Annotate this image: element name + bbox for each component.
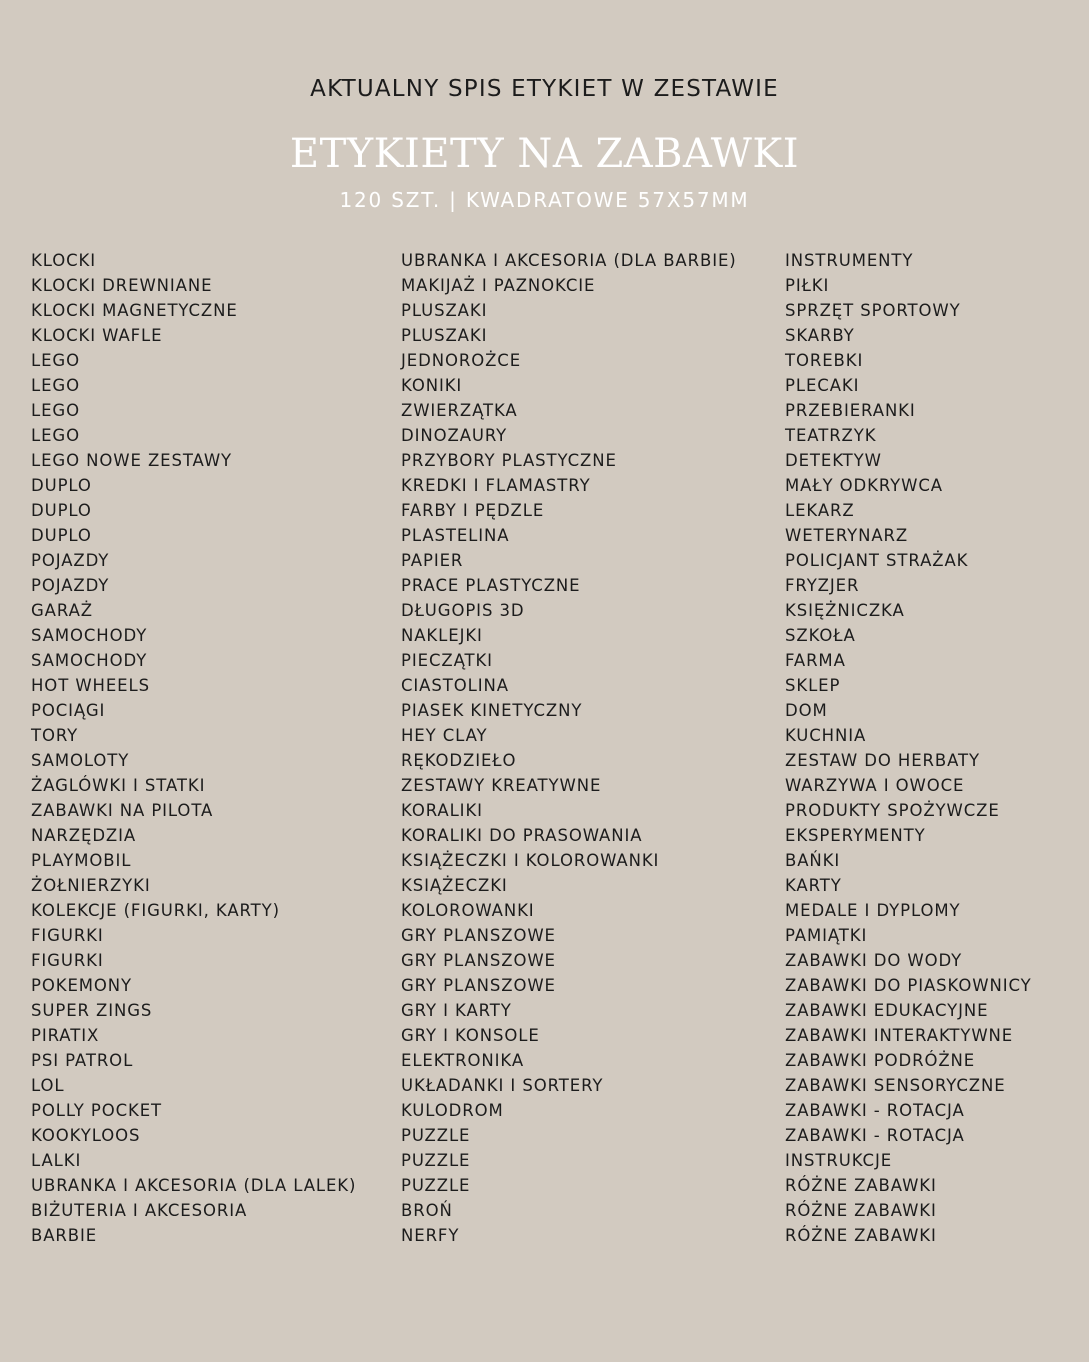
label-item: ZESTAWY KREATYWNE [401, 776, 602, 795]
label-item: ŻAGLÓWKI I STATKI [31, 776, 206, 795]
label-item: ZABAWKI NA PILOTA [31, 801, 214, 820]
label-item: PIECZĄTKI [401, 651, 493, 670]
label-item: NARZĘDZIA [31, 826, 137, 845]
label-item: PLUSZAKI [401, 326, 488, 345]
label-list-column-1 [31, 248, 391, 1248]
label-item: SPRZĘT SPORTOWY [785, 301, 961, 320]
label-item: POJAZDY [31, 551, 110, 570]
label-item: DUPLO [31, 476, 92, 495]
label-list-column-2 [401, 248, 777, 1248]
document-heading: AKTUALNY SPIS ETYKIET W ZESTAWIE [310, 76, 779, 102]
label-item: POKEMONY [31, 976, 133, 995]
label-item: FARBY I PĘDZLE [401, 501, 545, 520]
label-item: GRY PLANSZOWE [401, 951, 556, 970]
label-item: LALKI [31, 1151, 82, 1170]
label-item: CIASTOLINA [401, 676, 509, 695]
label-item: MEDALE I DYPLOMY [785, 901, 961, 920]
label-item: PIASEK KINETYCZNY [401, 701, 583, 720]
label-item: KLOCKI [31, 251, 97, 270]
label-item: GARAŻ [31, 601, 93, 620]
label-item: KORALIKI [401, 801, 483, 820]
label-item: KORALIKI DO PRASOWANIA [401, 826, 643, 845]
label-item: BIŻUTERIA I AKCESORIA [31, 1201, 248, 1220]
label-item: NAKLEJKI [401, 626, 483, 645]
label-item: ZABAWKI PODRÓŻNE [785, 1051, 976, 1070]
label-item: PAMIĄTKI [785, 926, 868, 945]
label-item: ELEKTRONIKA [401, 1051, 525, 1070]
label-item: LEGO NOWE ZESTAWY [31, 451, 233, 470]
label-item: PIRATIX [31, 1026, 100, 1045]
label-item: FRYZJER [785, 576, 860, 595]
label-item: POLLY POCKET [31, 1101, 163, 1120]
label-item: ZABAWKI - ROTACJA [785, 1101, 965, 1120]
label-item: GRY PLANSZOWE [401, 976, 556, 995]
label-item: MAKIJAŻ I PAZNOKCIE [401, 276, 596, 295]
label-item: ZABAWKI DO WODY [785, 951, 963, 970]
label-item: ZABAWKI SENSORYCZNE [785, 1076, 1006, 1095]
label-item: HOT WHEELS [31, 676, 150, 695]
label-item: SUPER ZINGS [31, 1001, 153, 1020]
label-item: KONIKI [401, 376, 463, 395]
label-item: PLUSZAKI [401, 301, 488, 320]
label-item: PAPIER [401, 551, 464, 570]
label-item: ZABAWKI INTERAKTYWNE [785, 1026, 1014, 1045]
label-item: ZESTAW DO HERBATY [785, 751, 980, 770]
label-item: KOOKYLOOS [31, 1126, 141, 1145]
label-item: TOREBKI [785, 351, 864, 370]
label-item: KLOCKI MAGNETYCZNE [31, 301, 238, 320]
label-item: KREDKI I FLAMASTRY [401, 476, 591, 495]
label-item: FARMA [785, 651, 846, 670]
label-item: MAŁY ODKRYWCA [785, 476, 943, 495]
label-item: UKŁADANKI I SORTERY [401, 1076, 604, 1095]
label-item: POLICJANT STRAŻAK [785, 551, 969, 570]
label-item: PRODUKTY SPOŻYWCZE [785, 801, 1000, 820]
label-list-column-3 [785, 248, 1085, 1248]
label-item: UBRANKA I AKCESORIA (DLA BARBIE) [401, 251, 737, 270]
label-item: ZABAWKI EDUKACYJNE [785, 1001, 989, 1020]
label-item: GRY PLANSZOWE [401, 926, 556, 945]
label-item: KOLEKCJE (FIGURKI, KARTY) [31, 901, 280, 920]
label-item: INSTRUMENTY [785, 251, 914, 270]
label-item: NERFY [401, 1226, 460, 1245]
label-item: RÓŻNE ZABAWKI [785, 1226, 937, 1245]
label-item: KLOCKI DREWNIANE [31, 276, 213, 295]
label-item: BROŃ [401, 1201, 453, 1220]
label-item: DŁUGOPIS 3D [401, 601, 525, 620]
label-item: PUZZLE [401, 1151, 471, 1170]
label-item: KULODROM [401, 1101, 504, 1120]
label-item: HEY CLAY [401, 726, 488, 745]
label-item: TEATRZYK [785, 426, 877, 445]
label-item: ZWIERZĄTKA [401, 401, 518, 420]
label-item: LEGO [31, 426, 80, 445]
label-item: WETERYNARZ [785, 526, 909, 545]
label-item: RĘKODZIEŁO [401, 751, 517, 770]
subtitle: 120 SZT. | KWADRATOWE 57X57MM [339, 188, 750, 212]
label-item: KUCHNIA [785, 726, 867, 745]
label-item: DOM [785, 701, 828, 720]
label-item: ZABAWKI - ROTACJA [785, 1126, 965, 1145]
label-item: KSIĘŻNICZKA [785, 601, 905, 620]
label-item: WARZYWA I OWOCE [785, 776, 965, 795]
main-title: ETYKIETY NA ZABAWKI [289, 131, 800, 177]
label-item: PIŁKI [785, 276, 830, 295]
label-item: KOLOROWANKI [401, 901, 535, 920]
label-item: LEKARZ [785, 501, 855, 520]
label-item: GRY I KARTY [401, 1001, 512, 1020]
label-item: SAMOCHODY [31, 626, 148, 645]
label-item: RÓŻNE ZABAWKI [785, 1201, 937, 1220]
label-item: PLAYMOBIL [31, 851, 132, 870]
label-item: FIGURKI [31, 951, 104, 970]
label-item: SAMOCHODY [31, 651, 148, 670]
label-item: SKLEP [785, 676, 841, 695]
label-item: PRZYBORY PLASTYCZNE [401, 451, 617, 470]
label-item: GRY I KONSOLE [401, 1026, 540, 1045]
label-item: KARTY [785, 876, 842, 895]
label-item: DINOZAURY [401, 426, 508, 445]
label-item: PRZEBIERANKI [785, 401, 916, 420]
label-item: KLOCKI WAFLE [31, 326, 163, 345]
label-item: SZKOŁA [785, 626, 856, 645]
label-item: RÓŻNE ZABAWKI [785, 1176, 937, 1195]
label-item: PLECAKI [785, 376, 860, 395]
label-item: JEDNOROŻCE [401, 351, 522, 370]
label-item: PRACE PLASTYCZNE [401, 576, 581, 595]
label-item: KSIĄŻECZKI I KOLOROWANKI [401, 851, 660, 870]
label-item: PUZZLE [401, 1126, 471, 1145]
label-item: BAŃKI [785, 851, 841, 870]
label-item: PSI PATROL [31, 1051, 134, 1070]
label-item: LEGO [31, 376, 80, 395]
label-item: KSIĄŻECZKI [401, 876, 508, 895]
label-item: EKSPERYMENTY [785, 826, 926, 845]
label-item: PUZZLE [401, 1176, 471, 1195]
label-item: DUPLO [31, 526, 92, 545]
label-item: LOL [31, 1076, 65, 1095]
label-item: SKARBY [785, 326, 855, 345]
label-item: LEGO [31, 351, 80, 370]
label-item: POCIĄGI [31, 701, 106, 720]
label-item: TORY [31, 726, 79, 745]
label-item: ZABAWKI DO PIASKOWNICY [785, 976, 1032, 995]
label-item: POJAZDY [31, 576, 110, 595]
label-item: DUPLO [31, 501, 92, 520]
label-item: BARBIE [31, 1226, 98, 1245]
label-item: DETEKTYW [785, 451, 882, 470]
label-item: UBRANKA I AKCESORIA (DLA LALEK) [31, 1176, 357, 1195]
label-item: PLASTELINA [401, 526, 510, 545]
label-item: INSTRUKCJE [785, 1151, 893, 1170]
label-item: LEGO [31, 401, 80, 420]
label-item: FIGURKI [31, 926, 104, 945]
label-item: SAMOLOTY [31, 751, 130, 770]
label-item: ŻOŁNIERZYKI [31, 876, 151, 895]
